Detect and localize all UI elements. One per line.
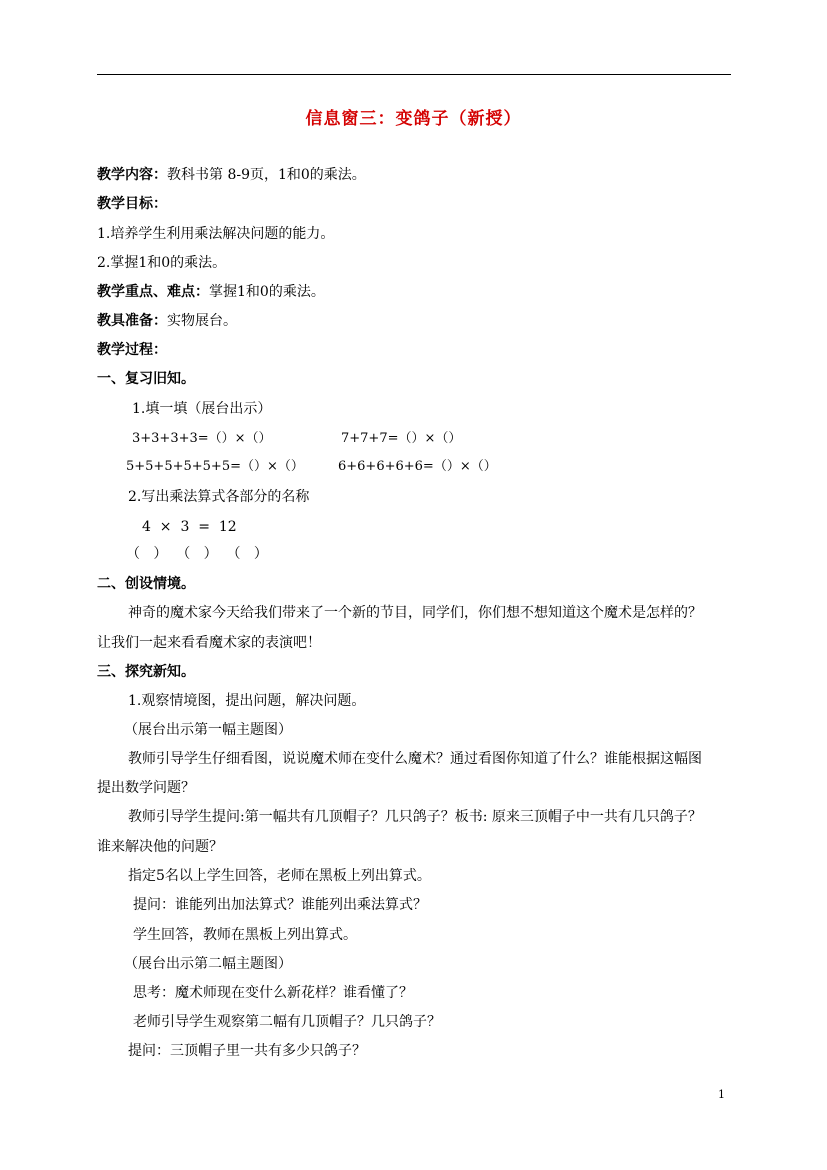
tools-line <box>97 312 237 330</box>
process-label: 教学过程： <box>97 342 167 358</box>
key-line <box>97 283 325 301</box>
content-line <box>97 166 366 184</box>
show-first-picture: （展台出示第一幅主题图） <box>124 722 292 738</box>
tools-label: 教具准备： <box>97 313 167 329</box>
key-text: 掌握1和0的乘法。 <box>209 284 325 300</box>
goal-1: 1.培养学生利用乘法解决问题的能力。 <box>97 226 335 242</box>
section-1-item-1: 1.填一填（展台出示） <box>132 401 272 417</box>
section-1-heading: 一、复习旧知。 <box>97 371 195 387</box>
content-text: 教科书第 8-9页，1和0的乘法。 <box>167 167 366 183</box>
paragraph-observe: 教师引导学生仔细看图，说说魔术师在变什么魔术？通过看图你知道了什么？谁能根据这幅图 <box>128 751 702 767</box>
section-2-heading: 二、创设情境。 <box>97 576 195 592</box>
equation-d: 6+6+6+6+6=（）×（） <box>338 459 497 474</box>
key-label: 教学重点、难点： <box>97 284 209 300</box>
section-1-item-2: 2.写出乘法算式各部分的名称 <box>128 489 310 505</box>
paragraph-observe-cont: 提出数学问题？ <box>97 780 195 796</box>
paragraph-guide: 老师引导学生观察第二幅有几顶帽子？几只鸽子？ <box>133 1014 441 1030</box>
show-second-picture: （展台出示第二幅主题图） <box>124 956 292 972</box>
equation-a: 3+3+3+3=（）×（） <box>132 431 272 446</box>
page-number: 1 <box>718 1088 725 1101</box>
section-2-paragraph-cont: 让我们一起来看看魔术家的表演吧！ <box>97 635 321 651</box>
part-name-blanks: （ ） （ ） （ ） <box>126 546 268 562</box>
paragraph-think: 思考：魔术师现在变什么新花样？谁看懂了？ <box>133 985 413 1001</box>
paragraph-students-answer: 指定5名以上学生回答，老师在黑板上列出算式。 <box>128 868 431 884</box>
equation-c: 5+5+5+5+5+5=（）×（） <box>126 459 304 474</box>
tools-text: 实物展台。 <box>167 313 237 329</box>
section-2-paragraph: 神奇的魔术家今天给我们带来了一个新的节目，同学们，你们想不想知道这个魔术是怎样的？ <box>128 605 702 621</box>
header-rule <box>97 74 731 75</box>
multiplication-expression: 4 × 3 = 12 <box>142 519 237 535</box>
paragraph-answer: 学生回答，教师在黑板上列出算式。 <box>133 927 357 943</box>
paragraph-question: 教师引导学生提问:第一幅共有几顶帽子？几只鸽子？板书: 原来三顶帽子中一共有几只鸽子？ <box>128 809 702 825</box>
paragraph-ask: 提问：谁能列出加法算式？谁能列出乘法算式？ <box>133 897 427 913</box>
goals-label: 教学目标： <box>97 196 167 212</box>
content-label: 教学内容： <box>97 167 167 183</box>
goal-2: 2.掌握1和0的乘法。 <box>97 255 227 271</box>
paragraph-question-cont: 谁来解决他的问题？ <box>97 839 223 855</box>
document-title: 信息窗三：变鸽子（新授） <box>305 109 522 129</box>
equation-b: 7+7+7=（）×（） <box>341 431 462 446</box>
section-3-heading: 三、探究新知。 <box>97 664 195 680</box>
paragraph-final-question: 提问：三顶帽子里一共有多少只鸽子？ <box>128 1043 366 1059</box>
section-3-item-1: 1.观察情境图，提出问题，解决问题。 <box>128 693 366 709</box>
